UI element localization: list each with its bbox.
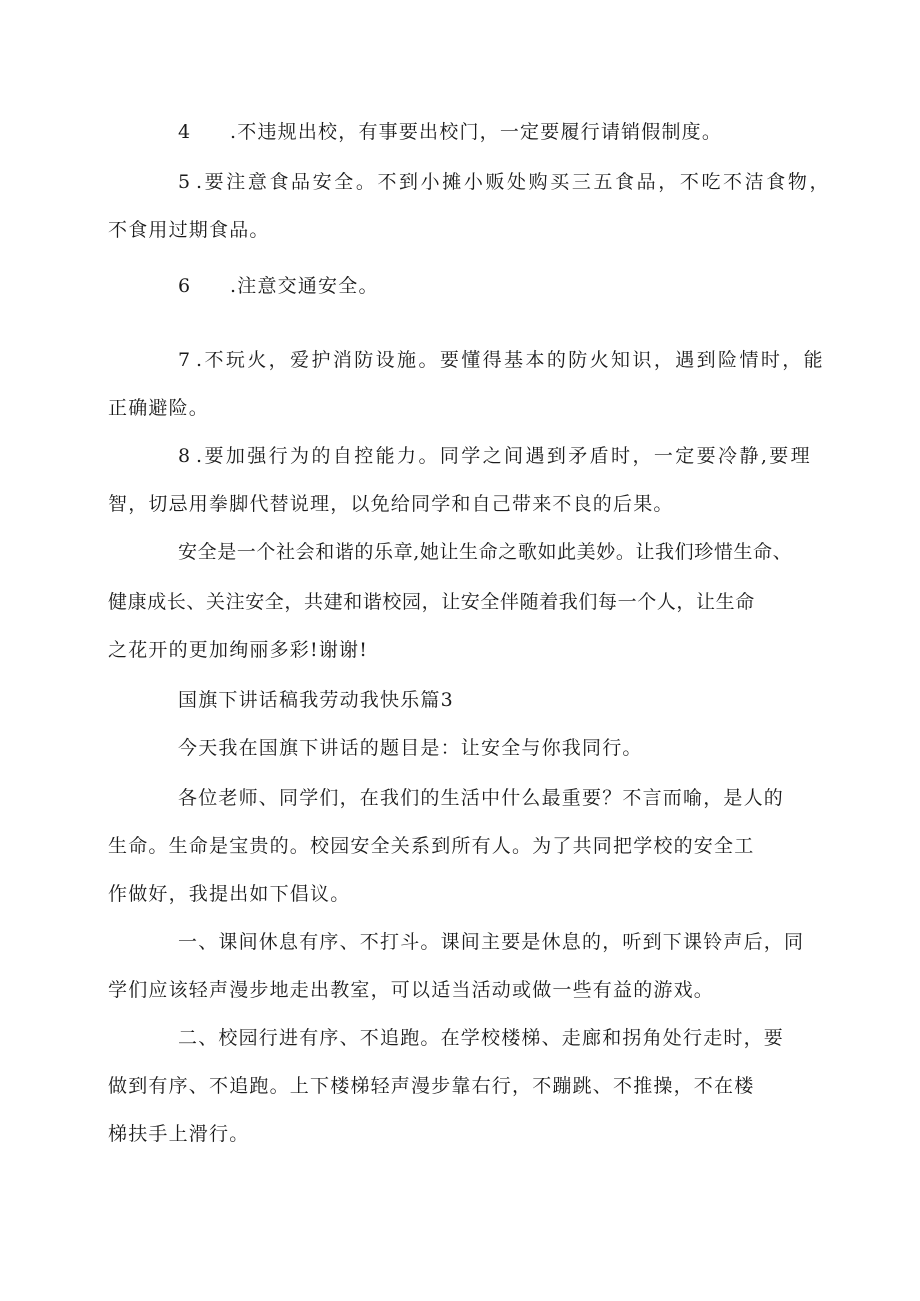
item-8-number: 8 <box>178 445 192 467</box>
section-title: 国旗下讲话稿我劳动我快乐篇3 <box>178 689 454 711</box>
point-1-line-2: 学们应该轻声漫步地走出教室，可以适当活动或做一些有益的游戏。 <box>108 979 715 1001</box>
item-6 <box>178 274 379 298</box>
point-2-line-1: 二、校园行进有序、不追跑。在学校楼梯、走廊和拐角处行走时，要 <box>178 1027 785 1049</box>
item-4 <box>178 120 722 144</box>
item-5-continuation: 不食用过期食品。 <box>108 219 270 241</box>
item-6-number: 6 <box>178 275 192 297</box>
point-1-line-1: 一、课间休息有序、不打斗。课间主要是休息的，听到下课铃声后，同 <box>178 931 805 953</box>
item-8-text: .要加强行为的自控能力。同学之间遇到矛盾时，一定要冷静,要理 <box>196 445 813 467</box>
item-4-number: 4 <box>178 121 192 143</box>
point-2-line-2: 做到有序、不追跑。上下楼梯轻声漫步靠右行，不蹦跳、不推操，不在楼 <box>108 1075 755 1097</box>
item-4-text: .不违规出校，有事要出校门，一定要履行请销假制度。 <box>230 121 723 143</box>
item-8 <box>178 444 812 468</box>
item-7 <box>178 348 825 372</box>
intro-line-3: 作做好，我提出如下倡议。 <box>108 883 351 905</box>
item-7-text: .不玩火，爱护消防设施。要懂得基本的防火知识，遇到险情时，能 <box>196 349 826 371</box>
intro-line-2: 生命。生命是宝贵的。校园安全关系到所有人。为了共同把学校的安全工 <box>108 835 755 857</box>
item-5-text: .要注意食品安全。不到小摊小贩处购买三五食品，不吃不洁食物， <box>196 171 832 193</box>
item-6-text: .注意交通安全。 <box>230 275 379 297</box>
item-5 <box>178 170 831 194</box>
topic-line: 今天我在国旗下讲话的题目是：让安全与你我同行。 <box>178 737 643 759</box>
closing-line-3: 之花开的更加绚丽多彩!谢谢! <box>108 639 369 661</box>
item-7-continuation: 正确避险。 <box>108 397 210 419</box>
point-2-line-3: 梯扶手上滑行。 <box>108 1123 250 1145</box>
item-5-number: 5 <box>178 171 192 193</box>
intro-line-1: 各位老师、同学们，在我们的生活中什么最重要？不言而喻，是人的 <box>178 787 785 809</box>
item-7-number: 7 <box>178 349 192 371</box>
closing-line-2: 健康成长、关注安全，共建和谐校园，让安全伴随着我们每一个人，让生命 <box>108 591 755 613</box>
closing-line-1: 安全是一个社会和谐的乐章,她让生命之歌如此美妙。让我们珍惜生命、 <box>178 541 793 563</box>
item-8-continuation: 智，切忌用拳脚代替说理，以免给同学和自己带来不良的后果。 <box>108 493 674 515</box>
